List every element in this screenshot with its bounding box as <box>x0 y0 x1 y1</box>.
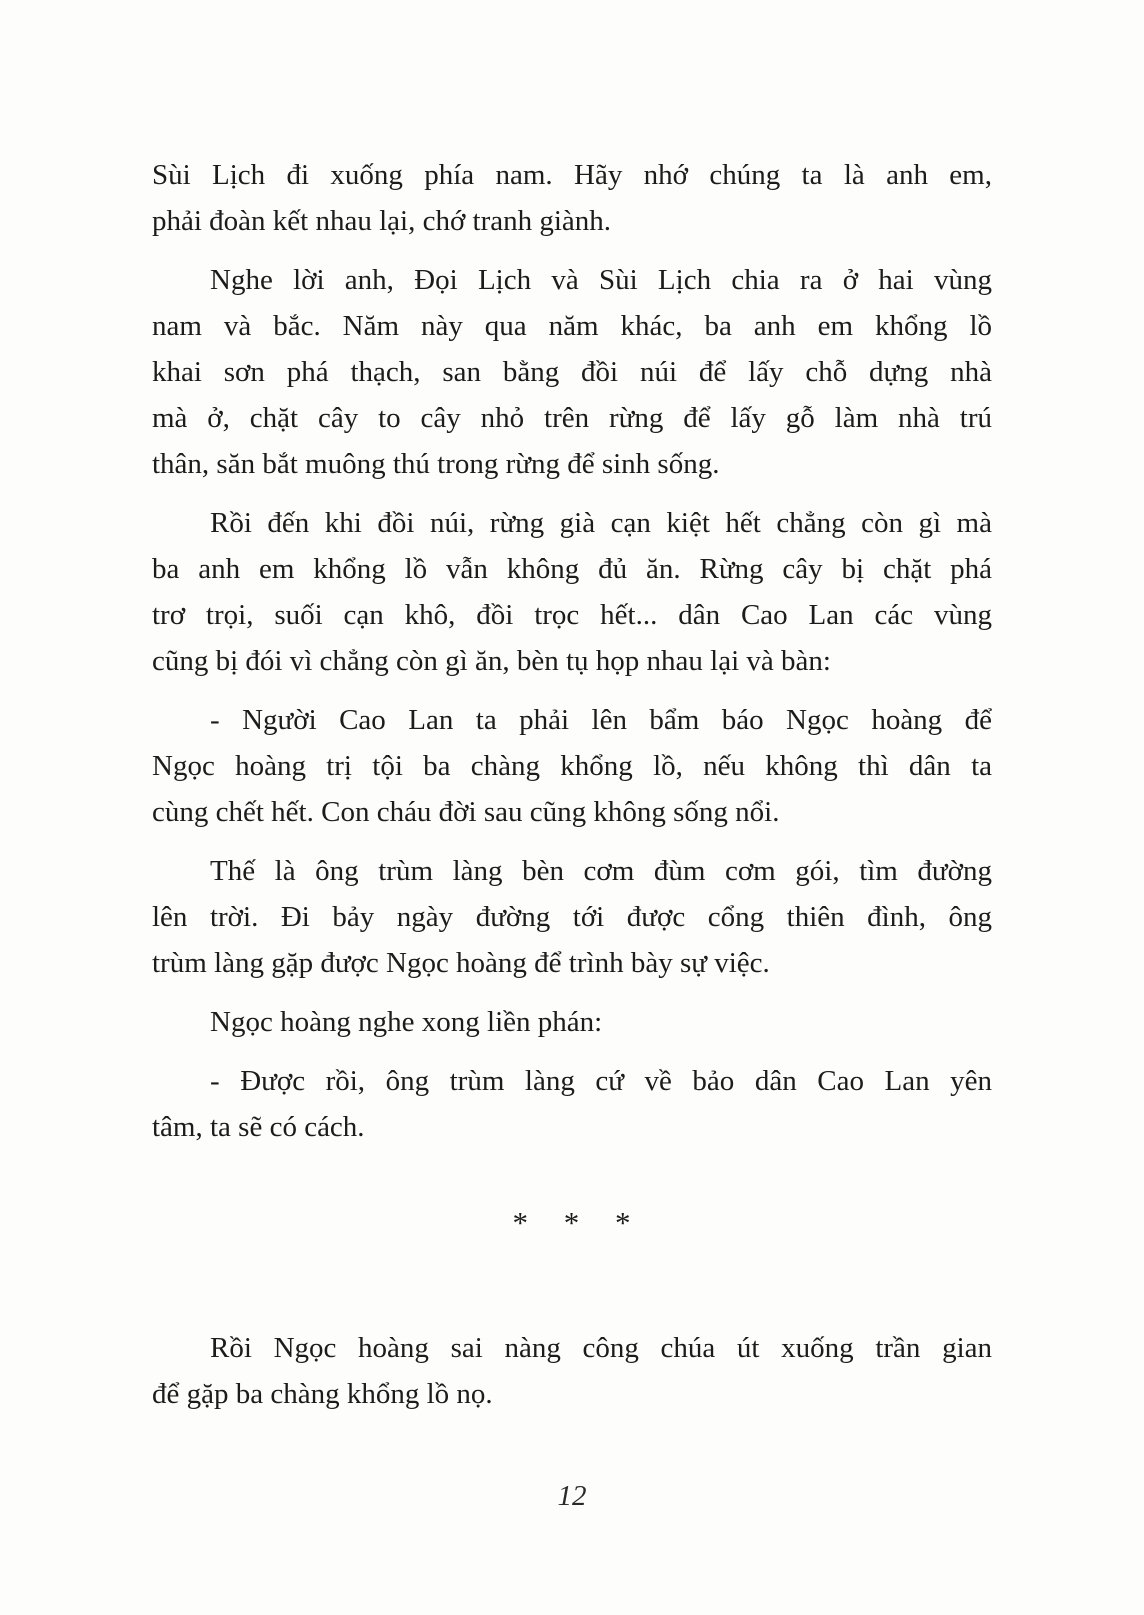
paragraph <box>152 257 992 487</box>
text-line: phải đoàn kết nhau lại, chớ tranh giành. <box>152 205 612 237</box>
text-line: khai sơn phá thạch, san bằng đồi núi để lấy chỗ dựng nhà <box>152 356 992 388</box>
text-line: Rồi Ngọc hoàng sai nàng công chúa út xuống trần gian <box>210 1332 992 1364</box>
text-line: trơ trọi, suối cạn khô, đồi trọc hết... dân Cao Lan các vùng <box>152 599 992 631</box>
text-line: Thế là ông trùm làng bèn cơm đùm cơm gói, tìm đường <box>210 855 992 887</box>
text-line: mà ở, chặt cây to cây nhỏ trên rừng để lấy gỗ làm nhà trú <box>152 402 992 434</box>
page-number: 12 <box>557 1480 587 1512</box>
text-line: cũng bị đói vì chẳng còn gì ăn, bèn tụ họp nhau lại và bàn: <box>152 645 831 677</box>
paragraph <box>152 999 992 1045</box>
text-line: tâm, ta sẽ có cách. <box>152 1111 365 1143</box>
paragraph <box>152 848 992 986</box>
text-line: Nghe lời anh, Đọi Lịch và Sùi Lịch chia ra ở hai vùng <box>210 264 992 296</box>
text-line: ba anh em khổng lồ vẫn không đủ ăn. Rừng cây bị chặt phá <box>152 553 992 585</box>
text-line: Sùi Lịch đi xuống phía nam. Hãy nhớ chúng ta là anh em, <box>152 159 992 191</box>
paragraph <box>152 1325 992 1417</box>
text-block <box>152 152 992 1417</box>
paragraph <box>152 697 992 835</box>
text-line: nam và bắc. Năm này qua năm khác, ba anh em khổng lồ <box>152 310 992 342</box>
text-line: lên trời. Đi bảy ngày đường tới được cổng thiên đình, ông <box>152 901 992 933</box>
text-line: Rồi đến khi đồi núi, rừng già cạn kiệt hết chẳng còn gì mà <box>210 507 992 539</box>
paragraph <box>152 152 992 244</box>
text-line: cùng chết hết. Con cháu đời sau cũng không sống nổi. <box>152 796 780 828</box>
section-separator: * * * <box>512 1205 632 1240</box>
text-line: trùm làng gặp được Ngọc hoàng để trình bày sự việc. <box>152 947 770 979</box>
paragraph <box>152 1058 992 1150</box>
text-line: Ngọc hoàng nghe xong liền phán: <box>210 1006 603 1038</box>
text-line: - Người Cao Lan ta phải lên bẩm báo Ngọc hoàng để <box>210 704 992 736</box>
text-line: - Được rồi, ông trùm làng cứ về bảo dân Cao Lan yên <box>210 1065 992 1097</box>
paragraph <box>152 500 992 684</box>
text-line: Ngọc hoàng trị tội ba chàng khổng lồ, nếu không thì dân ta <box>152 750 992 782</box>
text-line: thân, săn bắt muông thú trong rừng để sinh sống. <box>152 448 720 480</box>
text-line: để gặp ba chàng khổng lồ nọ. <box>152 1378 493 1410</box>
